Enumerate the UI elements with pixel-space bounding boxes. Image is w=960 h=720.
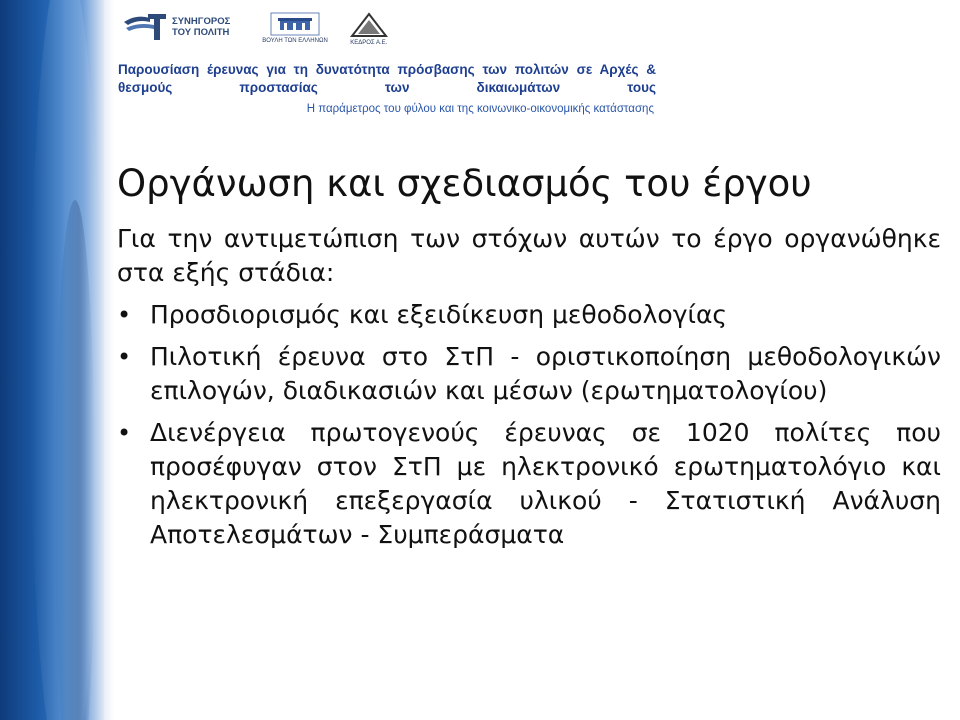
bullet-text: Προσδιορισμός και εξειδίκευση μεθοδολογίας <box>150 300 728 329</box>
side-decor-band <box>0 0 104 720</box>
vouli-emblem-icon <box>270 12 320 36</box>
slide-body <box>117 222 941 560</box>
synigoros-logo-line-1: ΣΥΝΗΓΟΡΟΣ <box>172 16 231 27</box>
bullet-list <box>117 298 941 552</box>
bullet-icon: • <box>117 301 132 329</box>
kedros-triangle-icon <box>350 12 388 38</box>
bullet-icon: • <box>117 419 132 447</box>
intro-paragraph: Για την αντιμετώπιση των στόχων αυτών το έργο οργανώθηκε στα εξής στάδια: <box>117 224 941 287</box>
list-item <box>117 416 941 552</box>
kedros-logo-caption: ΚΕΔΡΟΣ Α.Ε. <box>350 40 388 46</box>
bullet-icon: • <box>117 343 132 371</box>
header-banner <box>114 0 660 122</box>
list-item <box>117 298 941 332</box>
bullet-text: Διενέργεια πρωτογενούς έρευνας σε 1020 πολίτες που προσέφυγαν στον ΣτΠ με ηλεκτρονικό ερωτηματολόγιο και ηλεκτρονική επεξεργασία υλικού - Στατιστική Ανάλυση Αποτελεσμάτων - Συμπεράσματα <box>150 418 941 549</box>
kedros-logo <box>350 12 388 46</box>
list-item <box>117 340 941 408</box>
synigoros-logo <box>120 12 230 42</box>
bullet-text: Πιλοτική έρευνα στο ΣτΠ - οριστικοποίηση μεθοδολογικών επιλογών, διαδικασιών και μέσων (ερωτηματολογίου) <box>150 342 941 405</box>
banner-title: Παρουσίαση έρευνας για τη δυνατότητα πρόσβασης των πολιτών σε Αρχές & θεσμούς προστασίας των δικαιωμάτων τους <box>118 62 656 95</box>
synigoros-logo-line-2: ΤΟΥ ΠΟΛΙΤΗ <box>172 27 230 38</box>
banner-subtitle: Η παράμετρος του φύλου και της κοινωνικο-οικονομικής κατάστασης <box>306 103 654 115</box>
slide-title: Οργάνωση και σχεδιασμός του έργου <box>117 162 812 205</box>
synigoros-mark-icon <box>120 12 168 42</box>
vouli-logo-caption: ΒΟΥΛΗ ΤΩΝ ΕΛΛΗΝΩΝ <box>262 38 328 44</box>
vouli-logo <box>262 12 327 44</box>
logo-row <box>120 12 388 52</box>
band-edge <box>104 0 114 720</box>
